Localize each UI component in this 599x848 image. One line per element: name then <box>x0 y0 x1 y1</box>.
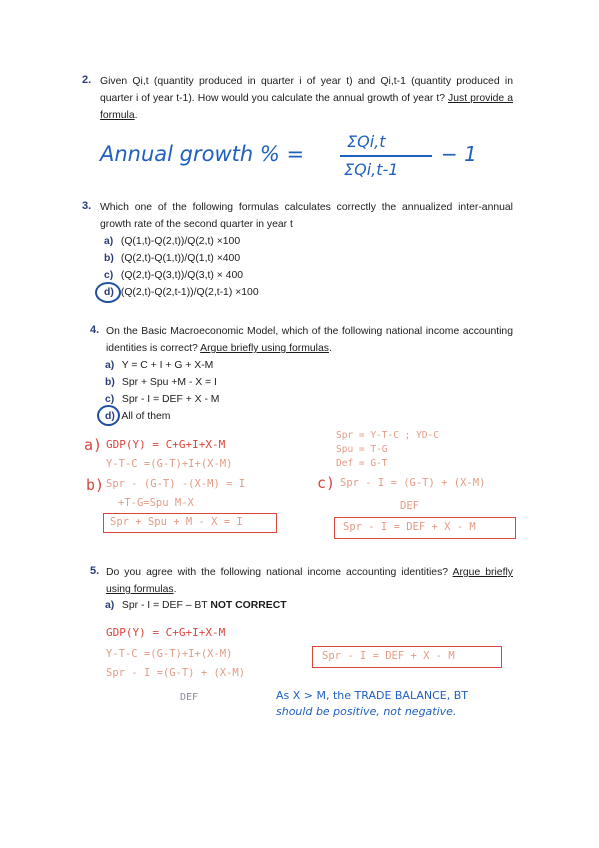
q4-answer-circle <box>97 405 120 426</box>
q4-instruction: Argue briefly using formulas <box>200 343 329 354</box>
q3-option-letter: c) <box>104 270 114 281</box>
q4-option-b <box>105 375 217 391</box>
q4-work-b-line2: +T-G=Spu M-X <box>118 497 194 509</box>
q3-option-d <box>104 285 259 301</box>
q4-option-text: Y = C + I + G + X-M <box>121 360 214 371</box>
q3-option-text: (Q(2,t)-Q(3,t))/Q(3,t) × 400 <box>120 270 244 281</box>
q4-option-letter: d) <box>105 411 115 422</box>
q5-verdict: NOT CORRECT <box>210 600 287 611</box>
q4-work-a-marker: a) <box>84 436 103 454</box>
q2-text <box>100 73 513 124</box>
q5-work-def: DEF <box>180 692 199 703</box>
q5-instruction: Argue briefly using formulas <box>106 567 513 595</box>
q3-option-text: (Q(2,t)-Q(1,t))/Q(1,t) ×400 <box>120 253 241 264</box>
q5-option-letter: a) <box>105 600 115 611</box>
q5-number: 5. <box>90 565 100 577</box>
q2-question: Given Qi,t (quantity produced in quarter i of year t) and Qi,t-1 (quantity produced in quarter i of year t-1). How would you calculate the annual growth of year t? <box>100 76 513 104</box>
q4-work-c-note1: Spr = Y-T-C ; YD-C <box>336 430 439 441</box>
q3-option-text: (Q(2,t)-Q(2,t-1))/Q(2,t-1) ×100 <box>120 287 259 298</box>
q4-option-text: All of them <box>121 411 171 422</box>
q4-number: 4. <box>90 324 100 336</box>
q4-option-letter: b) <box>105 377 115 388</box>
q2-answer-denominator: ΣQi,t-1 <box>344 160 399 179</box>
q4-work-c-marker: c) <box>317 474 336 492</box>
q2-period: . <box>134 110 138 121</box>
q2-answer-minus-one: − 1 <box>441 142 477 166</box>
q5-work-line2: Y-T-C =(G-T)+I+(X-M) <box>106 648 233 660</box>
q4-work-c-boxed: Spr - I = DEF + X - M <box>343 521 476 533</box>
q2-fraction-bar <box>340 155 432 157</box>
q4-option-text: Spr - I = DEF + X - M <box>121 394 220 405</box>
q2-answer-label: Annual growth % = <box>100 142 305 166</box>
q4-option-c <box>105 392 219 408</box>
q5-question: Do you agree with the following national income accounting identities? <box>106 567 449 578</box>
q4-option-letter: a) <box>105 360 115 371</box>
q3-option-letter: a) <box>104 236 114 247</box>
q3-option-letter: b) <box>104 253 114 264</box>
q4-option-text: Spr + Spu +M - X = I <box>121 377 217 388</box>
q4-work-a-line1: GDP(Y) = C+G+I+X-M <box>106 438 226 451</box>
q4-text <box>106 323 513 357</box>
q4-work-c-line1: Spr - I = (G-T) + (X-M) <box>340 477 486 489</box>
q3-number: 3. <box>82 200 92 212</box>
q3-option-c <box>104 268 243 284</box>
q4-work-c-note3: Def = G-T <box>336 458 388 469</box>
q5-work-line3: Spr - I =(G-T) + (X-M) <box>106 667 246 679</box>
q4-work-b-line1: Spr - (G-T) -(X-M) = I <box>106 478 246 490</box>
q5-work-boxed: Spr - I = DEF + X - M <box>322 650 455 662</box>
q5-option-text: Spr - I = DEF – BT <box>121 600 208 611</box>
q5-work-note1: As X > M, the TRADE BALANCE, BT <box>276 689 468 702</box>
q5-period: . <box>173 584 177 595</box>
q4-option-a <box>105 358 213 374</box>
q3-answer-circle <box>95 282 121 303</box>
q4-work-c-def: DEF <box>400 500 419 512</box>
q2-answer-numerator: ΣQi,t <box>347 132 386 151</box>
q5-option-a <box>105 598 287 614</box>
q4-work-b-marker: b) <box>86 476 105 494</box>
q4-option-letter: c) <box>105 394 115 405</box>
q5-text <box>106 564 513 598</box>
q5-work-line1: GDP(Y) = C+G+I+X-M <box>106 626 226 639</box>
q2-instruction: Just provide a formula <box>100 93 513 121</box>
q3-option-text: (Q(1,t)-Q(2,t))/Q(2,t) ×100 <box>120 236 241 247</box>
q4-work-b-boxed: Spr + Spu + M - X = I <box>110 516 243 528</box>
q5-work-note2: should be positive, not negative. <box>276 705 457 718</box>
q4-work-a-line2: Y-T-C =(G-T)+I+(X-M) <box>106 458 233 470</box>
q4-question: On the Basic Macroeconomic Model, which of the following national income accounting identities is correct? <box>106 326 513 354</box>
q3-option-a <box>104 234 240 250</box>
q3-option-letter: d) <box>104 287 114 298</box>
q3-option-b <box>104 251 240 267</box>
q4-period: . <box>328 343 332 354</box>
q2-number: 2. <box>82 74 92 86</box>
q4-work-c-note2: Spu = T-G <box>336 444 388 455</box>
q3-text: Which one of the following formulas calculates correctly the annualized inter-annual growth rate of the second quarter in year t <box>100 202 513 230</box>
